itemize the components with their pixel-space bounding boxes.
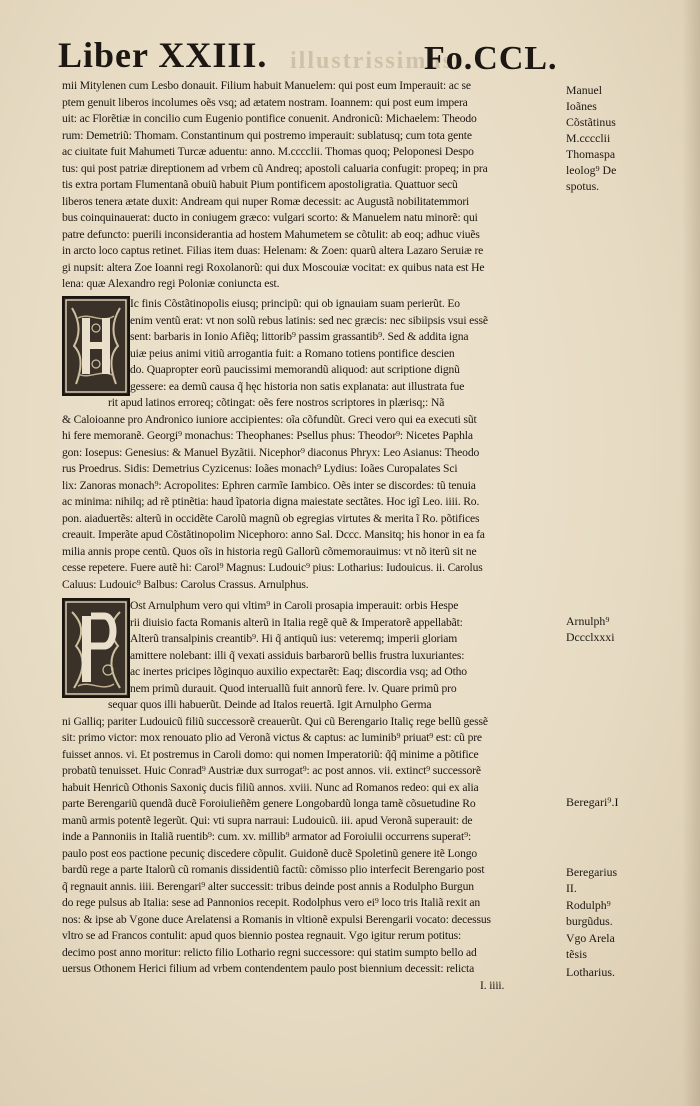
text-line: fuisset annos. vi. Et postremus in Caroli domo: qui nomen Imperatoriũ: q̃q̃ minime a põtifice bbox=[62, 747, 479, 761]
text-line: decimo post anno moritur: relicto filio Lothario regni successore: qui statim sumpto bello ad bbox=[62, 945, 477, 959]
text-line: sequar quos illi habuerũt. Deinde ad Italos reuertã. Igit Arnulpho Germa bbox=[108, 698, 432, 711]
margin-note-vgo bbox=[566, 930, 686, 962]
text-line: Ic finis Cõstãtinopolis eiusq; principũ: qui ob ignauiam suam perierũt. Eo bbox=[130, 297, 460, 310]
margin-note-rodulph bbox=[566, 897, 686, 929]
margin-line: Dccclxxxi bbox=[566, 630, 615, 644]
text-line: pon. aiaduertẽs: alterũ in occidẽte Carolũ magnũ ob egregias virtutes & merita ĩ Ro. põtifices bbox=[62, 511, 480, 525]
text-line: rus Proedrus. Sidis: Demetrius Cyzicenus: Ioães monach⁹ Lydius: Ioães Curopalates Sci bbox=[62, 462, 458, 475]
text-line: creauit. Imperãte apud Cõstãtinopolim Nicephoro: anno Sal. Dccc. Mansitq; his honor in ea fa bbox=[62, 528, 485, 541]
text-line: ni Galliq; pariter Ludouicũ filiũ successorẽ creauerũt. Qui cũ Berengario Italiç rege bellũ gessẽ bbox=[62, 714, 488, 728]
text-line: paulo post eos pactione pecuniç discedere cõpulit. Guidonẽ ducẽ Spoletinũ genere itẽ Longo bbox=[62, 846, 478, 860]
text-line: nem primũ durauit. Quod interuallũ fuit annorũ fere. lv. Quare primũ pro bbox=[130, 681, 457, 695]
margin-line: Ioãnes bbox=[566, 99, 597, 113]
text-line: uiæ peius animi vitiũ arrogantia fuit: a Romano totiens pontifice descien bbox=[130, 346, 455, 360]
margin-line: Arnulph⁹ bbox=[566, 614, 610, 628]
signature-mark: I. iiii. bbox=[480, 978, 505, 992]
text-line: amittere nolebant: illi q̃ vexati assiduis barbarorũ bellis frustra luxuriantes: bbox=[130, 648, 465, 662]
paragraph-3 bbox=[62, 598, 570, 994]
bleed-through-ghost: illustrissimus bbox=[290, 48, 455, 74]
text-line: in arcto loco captus retinet. Filias item duas: Helenam: & Zoen: quarũ altera Lazaro Seruiæ re bbox=[62, 244, 484, 257]
text-line: tus: qui post patriæ direptionem ad vrbem cũ Andreq; apostoli caluaria confugit: propeq; in pra bbox=[62, 161, 488, 175]
running-head-folio: Fo.CCL. bbox=[424, 40, 558, 77]
text-line: habuit Henricũ Othonis Saxoniç ducis filiũ annos. xviii. Nunc ad Romanos redeo: qui ex alia bbox=[62, 780, 479, 794]
text-line: patre defuncto: puerili inconsiderantia ad hostem Mahumetem se cõtulit: ab eoq; adhuc viuẽs bbox=[62, 227, 480, 241]
text-line: q̃ regnauit annis. iiii. Berengari⁹ alter successit: tribus deinde post annis a Rodulpho Burgun bbox=[62, 879, 474, 893]
margin-line: Vgo Arela bbox=[566, 931, 615, 945]
margin-line: Manuel bbox=[566, 83, 603, 97]
margin-note-beregari-1: Beregari⁹.I bbox=[566, 795, 619, 809]
margin-note-lotharius: Lotharius. bbox=[566, 965, 615, 979]
text-line: & Caloioanne pro Andronico iuniore accipientes: oĩa cõfundũt. Greci vero qui ea executi sũt bbox=[62, 412, 477, 426]
margin-line: Rodulph⁹ bbox=[566, 898, 611, 912]
text-line: gi nupsit: altera Zoe Ioanni regi Roxolanorũ: qui dux Moscouiæ vocitat: ex quibus nata est He bbox=[62, 260, 485, 274]
text-line: uit: ac Florẽtiæ in concilio cum Eugenio pontifice conuenit. Andronicũ: Michaelem: Theodo bbox=[62, 112, 477, 125]
text-line: rit apud latinos erroreq; cõtingat: oẽs fere nostros scriptores in plærisq;: Nã bbox=[108, 396, 445, 409]
text-line: mii Mitylenen cum Lesbo donauit. Filium habuit Manuelem: qui post eum Imperauit: ac se bbox=[62, 79, 471, 92]
margin-line: tẽsis bbox=[566, 947, 587, 961]
margin-line: Beregarius bbox=[566, 865, 618, 879]
text-line: sit: primo victor: mox renouato plio ad Veronã victus & captus: ac luminib⁹ priuat⁹ est: cũ pre bbox=[62, 731, 482, 744]
margin-note-beregari-2 bbox=[566, 864, 686, 896]
margin-note-manuel bbox=[566, 82, 686, 194]
text-line: uersus Othonem Herici filium ad vrbem contendentem paulo post biennium decessit: relicta bbox=[62, 962, 475, 975]
margin-line: II. bbox=[566, 881, 577, 895]
margin-line: burgũdus. bbox=[566, 914, 613, 928]
text-line: rii diuisio facta Romanis alterũ in Italia regẽ quẽ & Imperatorẽ appellabãt: bbox=[130, 615, 463, 629]
margin-line: spotus. bbox=[566, 179, 600, 193]
text-line: ac minima: nihilq; ad rẽ ptinẽtia: haud ĩpatoria digna maiestate sectãtes. Hoc igĩ Leo. iiii. Ro. bbox=[62, 495, 480, 508]
text-line: manũ armis potentẽ legerũt. Qui: vti supra narraui: Ludouicũ. iii. apud Veronã superauit: de bbox=[62, 813, 473, 827]
text-line: milia annis prope centũ. Quos oĩs in historia regũ Gallorũ cõmemorauimus: vt nõ iterũ sit ne bbox=[62, 544, 477, 558]
text-line: ptem genuit liberos incolumes oẽs vsq; ad ætatem nostram. Ioannem: qui post eum impera bbox=[62, 95, 468, 109]
text-line: hi fere memoranẽ. Georgi⁹ monachus: Theophanes: Psellus phus: Theodor⁹: Nicetes Paphla bbox=[62, 429, 473, 442]
text-line: tis extra portam Flumentanã obuiũ habuit Pium pontificem apostoligratia. Quattuor secũ bbox=[62, 178, 458, 191]
text-line: lix: Zanoras monach⁹: Acropolites: Ephren carmĩe Iambico. Oẽs inter se discordes: tũ tenuia bbox=[62, 478, 476, 492]
text-line: rum: Demetriũ: Thomam. Constantinum qui postremo imperauit: sublatusq; cum tota gente bbox=[62, 128, 472, 142]
text-line: Alterũ transalpinis creantib⁹. Hi q̃ antiquũ ius: veteremq; imperii gloriam bbox=[130, 632, 458, 645]
text-line: nos: & ipse ab Vgone duce Arelatensi a Romanis in vltionẽ expulsi Berengarii vocato: decessus bbox=[62, 912, 491, 926]
text-line: bus coinquinauerat: ducto in coniugem græco: vulgari scorto: & Manuelem natu minorẽ: qui bbox=[62, 211, 478, 224]
text-line: Ost Arnulphum vero qui vltim⁹ in Caroli prosapia imperauit: orbis Hespe bbox=[130, 599, 459, 612]
text-line: ac ciuitate fuit Mahumeti Turcæ aduentu: anno. M.cccclii. Thomas quoq; Peloponesi Despo bbox=[62, 145, 474, 158]
text-line: gessere: ea demũ causa q̃ hęc historia non satis explanata: aut illustrata fue bbox=[130, 379, 465, 393]
text-line: inde a Pannoniis in Italiã ruentib⁹: cum. xv. millib⁹ armator ad Foroiulii occurrens superat⁹: bbox=[62, 830, 472, 843]
text-line: bardũ rege a parte Italorũ cũ romanis dissidentiũ factũ: cõmisso plio interfecit Berengario post bbox=[62, 863, 485, 876]
text-line: liberos tenera ætate duxit: Andream qui nuper Romæ decessit: ac Augustã nobilitatemmori bbox=[62, 194, 470, 208]
text-line: parte Berengariũ quendã ducẽ Foroiulieñẽm genere Longobardũ longa tamẽ cõsuetudine Ro bbox=[62, 797, 476, 810]
text-line: ac inertes pricipes lõginquo auxilio expectarẽt: Eaq; discordia vsq; ad Otho bbox=[130, 665, 467, 678]
text-line: vltro se ad Francos contulit: apud quos biennio postea regnauit. Vgo igitur rerum potitus: bbox=[62, 929, 462, 942]
margin-note-arnulph bbox=[566, 613, 686, 645]
text-line: gon: Iosepus: Genesius: & Manuel Byzãtii. Nicephor⁹ diaconus Phryx: Leo Asianus: Theodo bbox=[62, 445, 480, 459]
paragraph-1 bbox=[62, 78, 570, 293]
text-line: lena: quæ Alexandro regi Poloniæ coniuncta est. bbox=[62, 277, 280, 290]
margin-line: Thomaspa bbox=[566, 147, 616, 161]
text-line: do rege pulsus ab Italia: sese ad Pannonios recepit. Rodolphus vero ei⁹ loco tris Italiã rexit an bbox=[62, 896, 481, 909]
text-line: probatũ tenuisset. Huic Conrad⁹ Austriæ dux surrogat⁹: ac post annos. vii. extinct⁹ successorẽ bbox=[62, 764, 481, 777]
paragraph-2 bbox=[62, 296, 570, 593]
margin-line: M.cccclii bbox=[566, 131, 611, 145]
text-line: sent: barbaris in Ionio Afiẽq; littorib⁹ passim grassantib⁹. Sed & addita igna bbox=[130, 330, 469, 343]
text-line: do. Quapropter eorũ paucissimi memorandũ aliquod: aut scriptione dignũ bbox=[130, 363, 460, 376]
text-line: cesse repetere. Fuere autẽ hi: Carol⁹ Magnus: Ludouic⁹ pius: Lotharius: Iudouicus. ii. Carolus bbox=[62, 561, 483, 574]
margin-line: Cõstãtinus bbox=[566, 115, 616, 129]
running-head-book: Liber XXIII. bbox=[58, 35, 268, 75]
text-line: Caluus: Ludouic⁹ Balbus: Carolus Crassus. Arnulphus. bbox=[62, 577, 309, 591]
margin-line: leolog⁹ De bbox=[566, 163, 617, 177]
text-line: enim ventũ erat: vt non solũ rebus latinis: sed nec græcis: nec sibiipsis vsui essẽ bbox=[130, 313, 488, 327]
